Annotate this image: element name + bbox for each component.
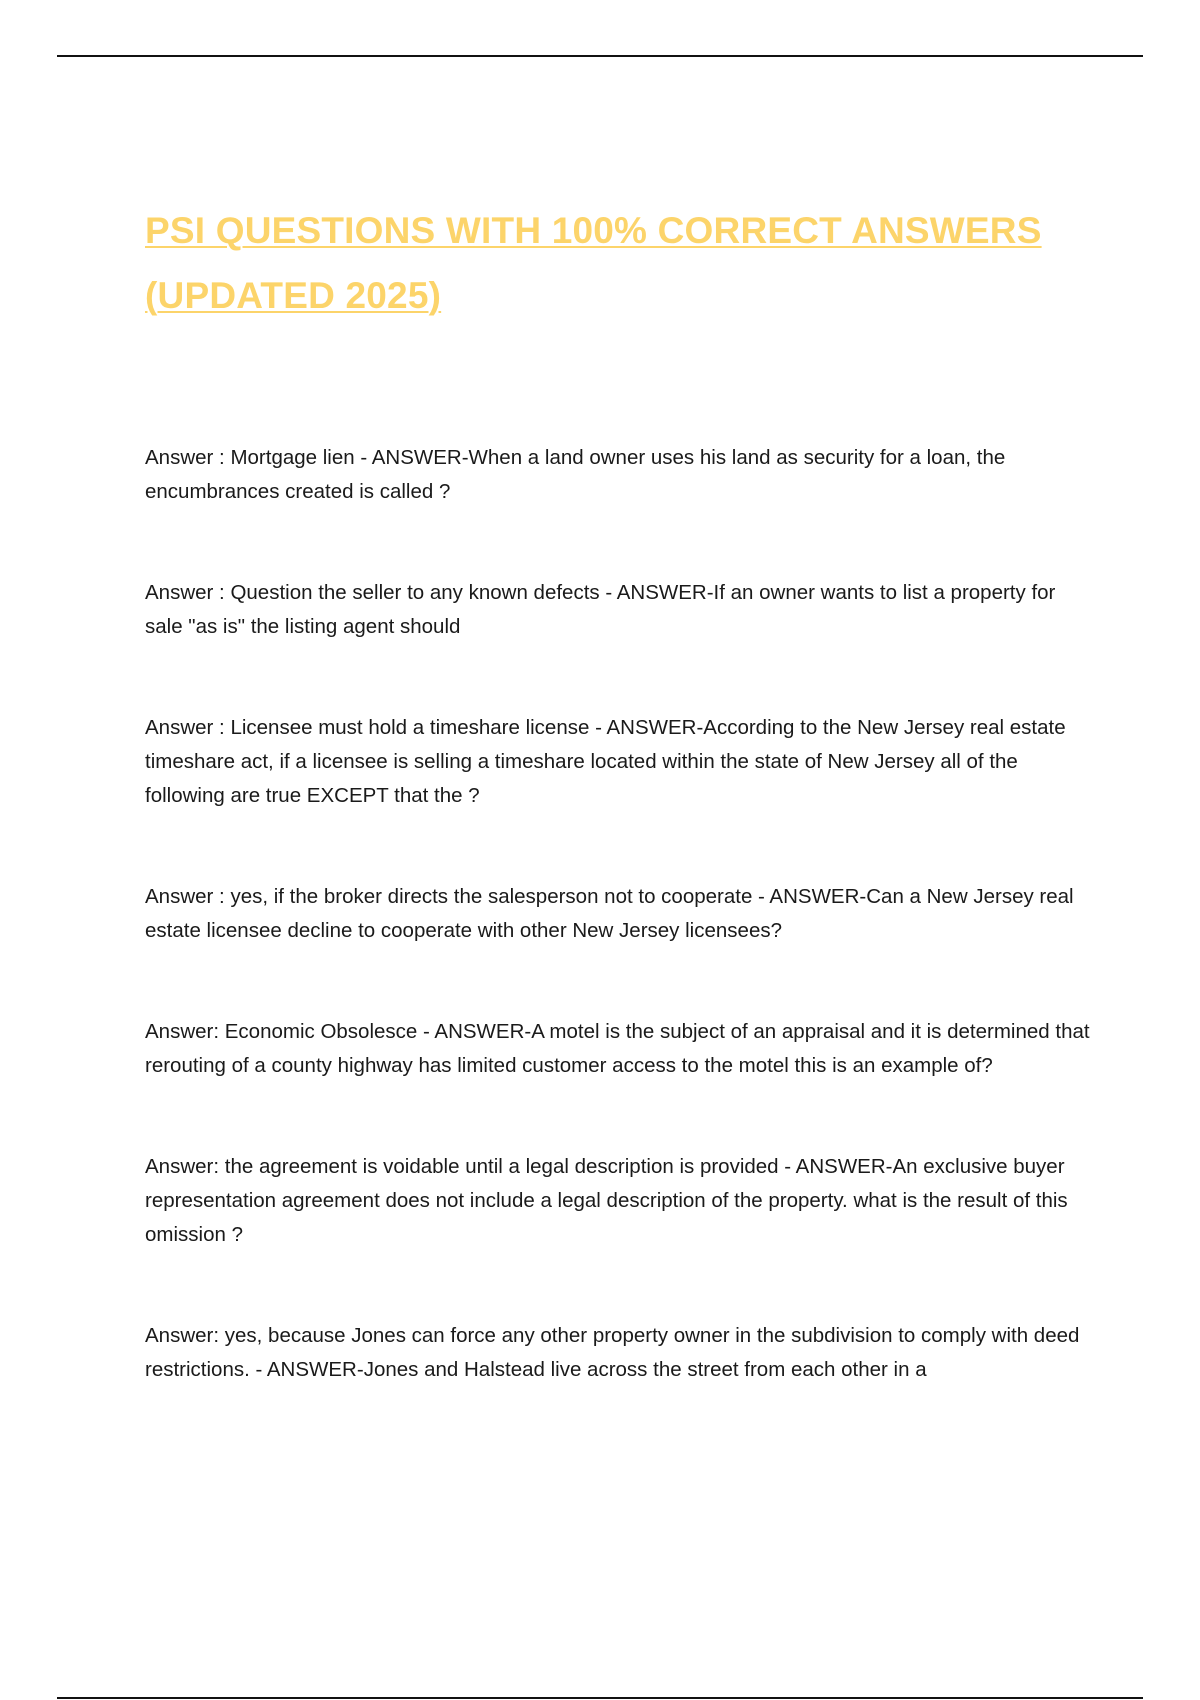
top-rule — [57, 55, 1143, 57]
qa-item: Answer : Licensee must hold a timeshare license - ANSWER-According to the New Jersey real estate timeshare act, if a licensee is selling a timeshare located within the state of New Jersey all of the following are true EXCEPT that the ? — [145, 716, 1066, 807]
qa-item: Answer: yes, because Jones can force any other property owner in the subdivision to comply with deed restrictions. - ANSWER-Jones and Halstead live across the street from each other in a — [145, 1324, 1080, 1381]
qa-list — [145, 441, 1095, 1454]
qa-item: Answer: Economic Obsolesce - ANSWER-A motel is the subject of an appraisal and it is determined that rerouting of a county highway has limited customer access to the motel this is an example of? — [145, 1020, 1090, 1077]
qa-item: Answer: the agreement is voidable until a legal description is provided - ANSWER-An exclusive buyer representation agreement does not include a legal description of the property. what is the result of this omission ? — [145, 1155, 1068, 1246]
qa-item: Answer : yes, if the broker directs the salesperson not to cooperate - ANSWER-Can a New Jersey real estate licensee decline to cooperate with other New Jersey licensees? — [145, 885, 1074, 942]
bottom-rule — [57, 1697, 1143, 1699]
qa-item: Answer : Mortgage lien - ANSWER-When a land owner uses his land as security for a loan, the encumbrances created is called ? — [145, 446, 1006, 503]
qa-item: Answer : Question the seller to any known defects - ANSWER-If an owner wants to list a property for sale "as is" the listing agent should — [145, 581, 1056, 638]
document-title: PSI QUESTIONS WITH 100% CORRECT ANSWERS (UPDATED 2025) — [145, 210, 1042, 316]
